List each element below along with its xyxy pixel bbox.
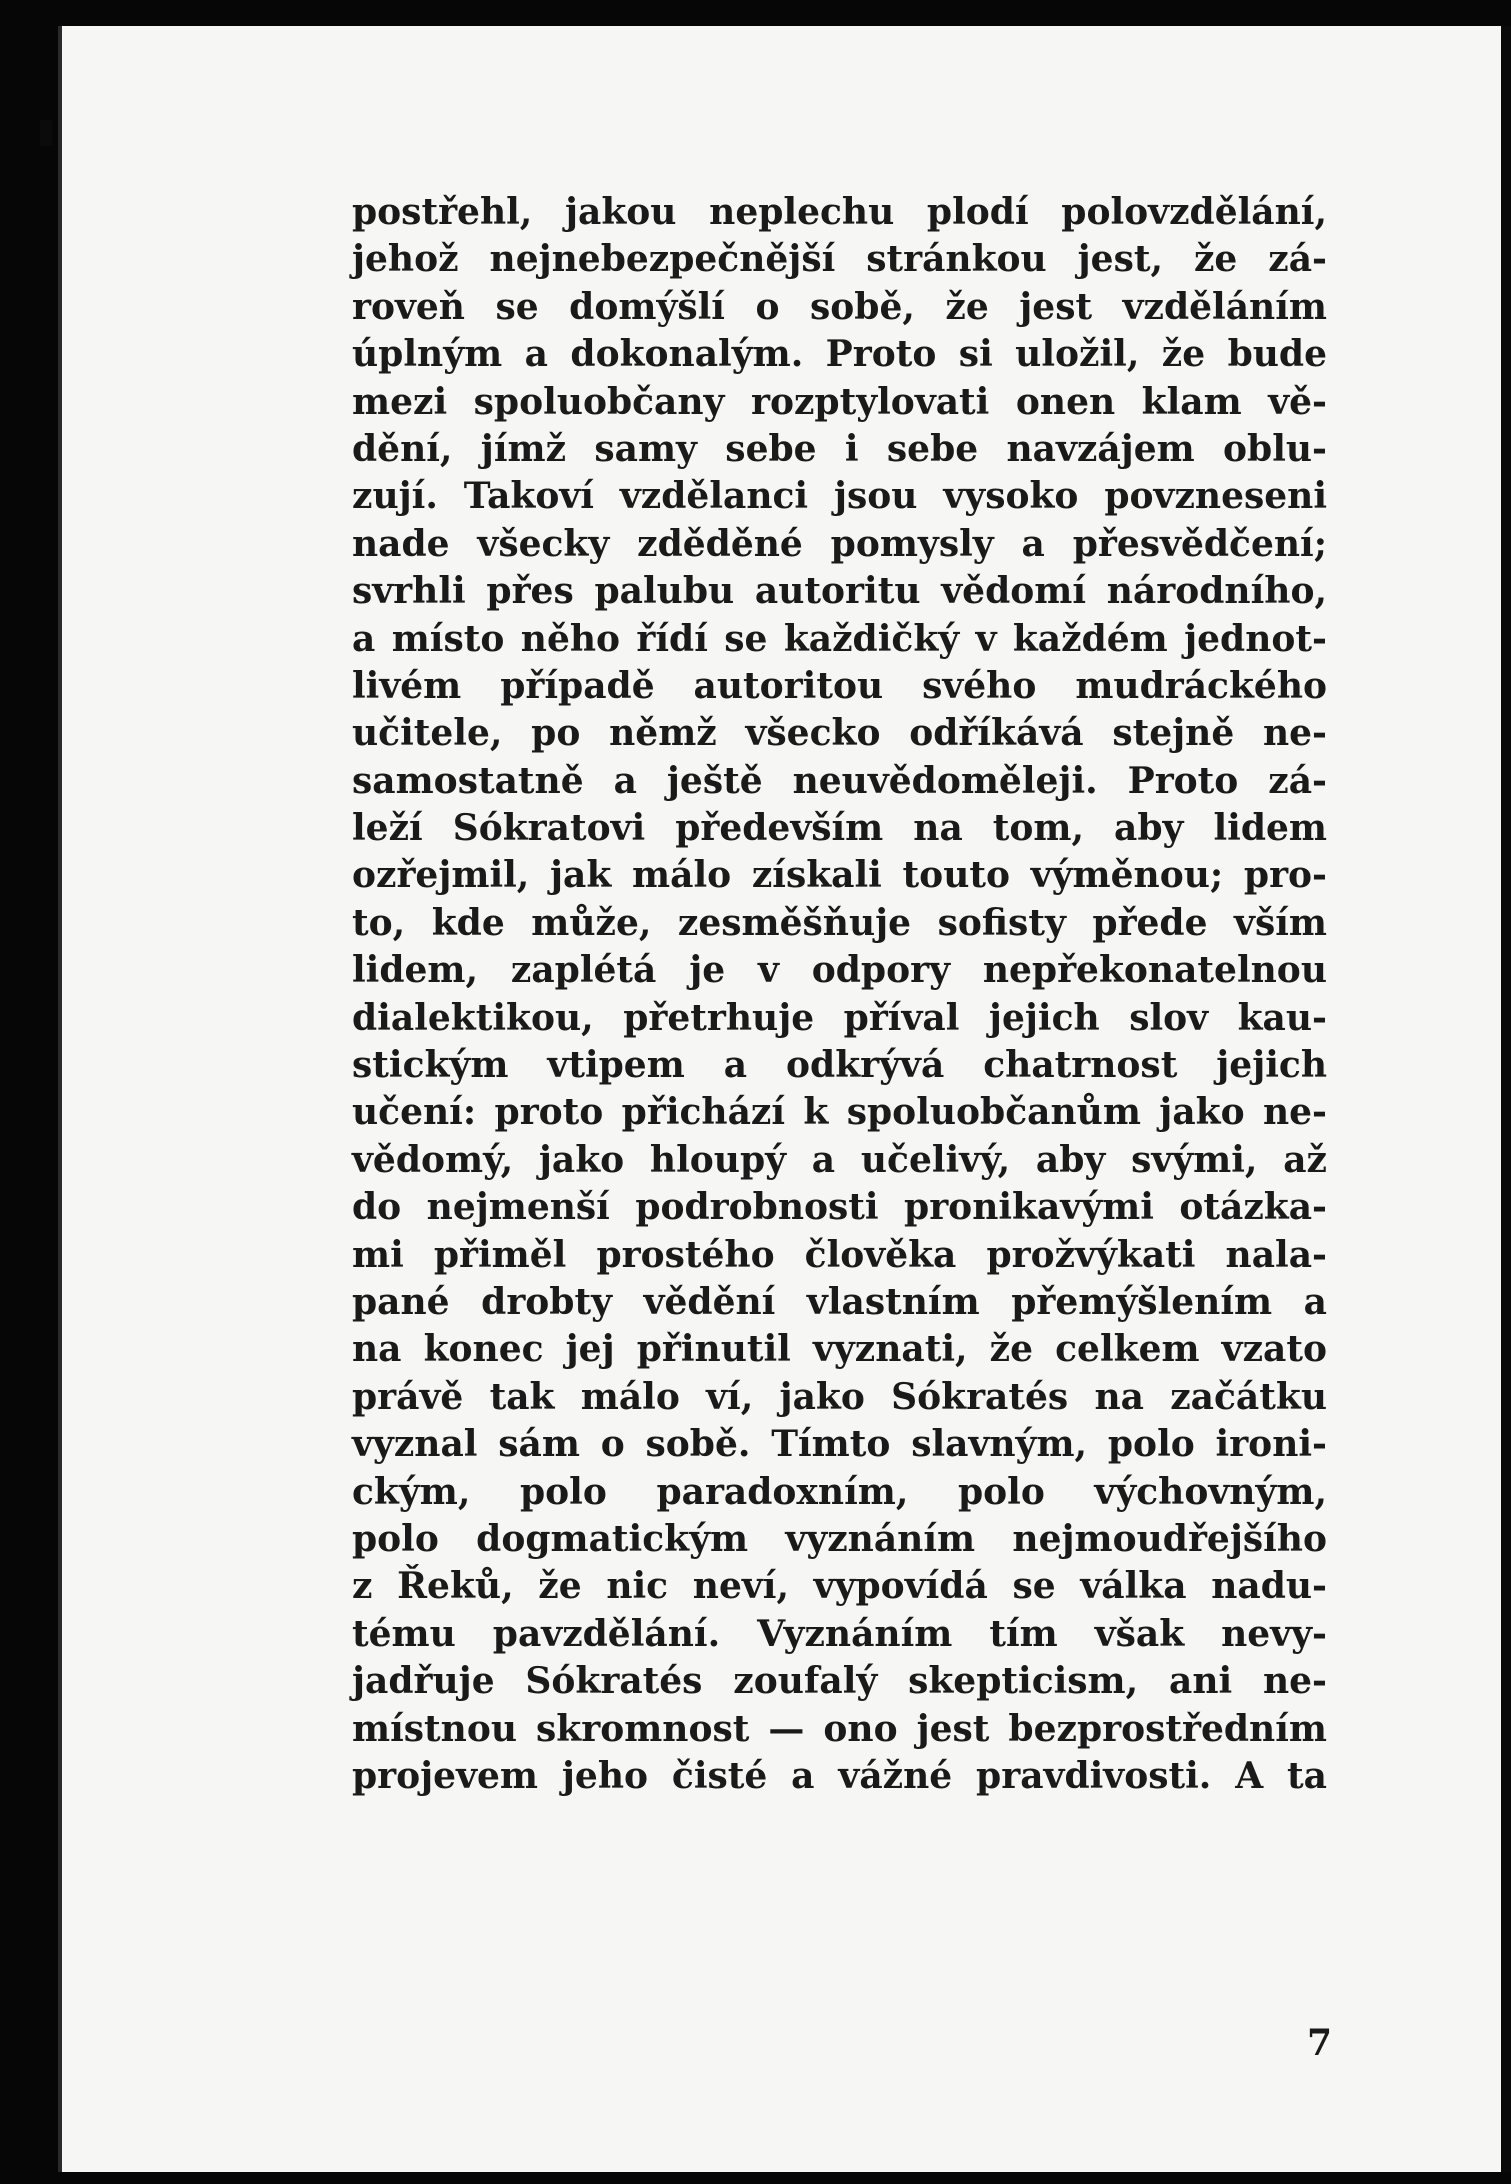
text-line: vyznal sám o sobě. Tímto slavným, polo ironi- <box>352 1423 1327 1466</box>
text-line: nade všecky zděděné pomysly a přesvědčení; <box>352 522 1327 565</box>
text-line: jehož nejnebezpečnější stránkou jest, že zá- <box>352 238 1327 281</box>
text-line: stickým vtipem a odkrývá chatrnost jejich <box>352 1044 1327 1087</box>
text-line: ckým, polo paradoxním, polo výchovným, <box>352 1470 1327 1513</box>
text-line: učení: proto přichází k spoluobčanům jako ne- <box>352 1091 1327 1134</box>
text-line: právě tak málo ví, jako Sókratés na začátku <box>352 1375 1327 1418</box>
text-line: postřehl, jakou neplechu plodí polovzdělání, <box>352 191 1327 233</box>
text-line: úplným a dokonalým. Proto si uložil, že bude <box>352 333 1327 376</box>
text-line: učitele, po němž všecko odříkává stejně ne- <box>352 712 1327 755</box>
text-line: svrhli přes palubu autoritu vědomí národního, <box>352 570 1327 613</box>
text-line: do nejmenší podrobnosti pronikavými otázka- <box>352 1186 1327 1229</box>
text-line: polo dogmatickým vyznáním nejmoudřejšího <box>352 1517 1327 1560</box>
text-line: místnou skromnost — ono jest bezprostředním <box>352 1707 1327 1750</box>
text-line: projevem jeho čisté a vážné pravdivosti. A ta <box>352 1754 1327 1797</box>
text-line: na konec jej přinutil vyznati, že celkem vzato <box>352 1328 1327 1371</box>
text-line: tému pavzdělání. Vyznáním tím však nevy- <box>352 1612 1327 1655</box>
text-line: pané drobty vědění vlastním přemýšlením a <box>352 1280 1327 1323</box>
scan-border <box>1501 26 1511 2172</box>
text-line: samostatně a ještě neuvědoměleji. Proto zá- <box>352 759 1327 802</box>
text-line: to, kde může, zesměšňuje sofisty přede vším <box>352 901 1327 944</box>
page-number: 7 <box>1306 2022 1332 2064</box>
text-line: dění, jímž samy sebe i sebe navzájem oblu- <box>352 427 1327 470</box>
text-line: jadřuje Sókratés zoufalý skepticism, ani ne- <box>352 1660 1327 1703</box>
body-text <box>352 189 1327 1800</box>
binding-mark <box>40 120 52 146</box>
text-line: leží Sókratovi především na tom, aby lidem <box>352 807 1327 850</box>
text-line: mezi spoluobčany rozptylovati onen klam vě- <box>352 380 1327 423</box>
text-line: livém případě autoritou svého mudráckého <box>352 664 1327 707</box>
text-line: lidem, zaplétá je v odpory nepřekonatelnou <box>352 949 1327 992</box>
paper-sheet <box>58 26 1504 2172</box>
text-line: z Řeků, že nic neví, vypovídá se válka nadu- <box>352 1565 1327 1608</box>
text-line: a místo něho řídí se každičký v každém jednot- <box>352 617 1327 660</box>
text-line: vědomý, jako hloupý a učelivý, aby svými, až <box>352 1138 1327 1181</box>
text-line: dialektikou, přetrhuje příval jejich slov kau- <box>352 996 1327 1039</box>
text-line: roveň se domýšlí o sobě, že jest vzděláním <box>352 285 1327 328</box>
text-line: zují. Takoví vzdělanci jsou vysoko povzneseni <box>352 475 1327 518</box>
text-line: mi přiměl prostého člověka prožvýkati nala- <box>352 1233 1327 1276</box>
text-line: ozřejmil, jak málo získali touto výměnou; pro- <box>352 854 1327 897</box>
